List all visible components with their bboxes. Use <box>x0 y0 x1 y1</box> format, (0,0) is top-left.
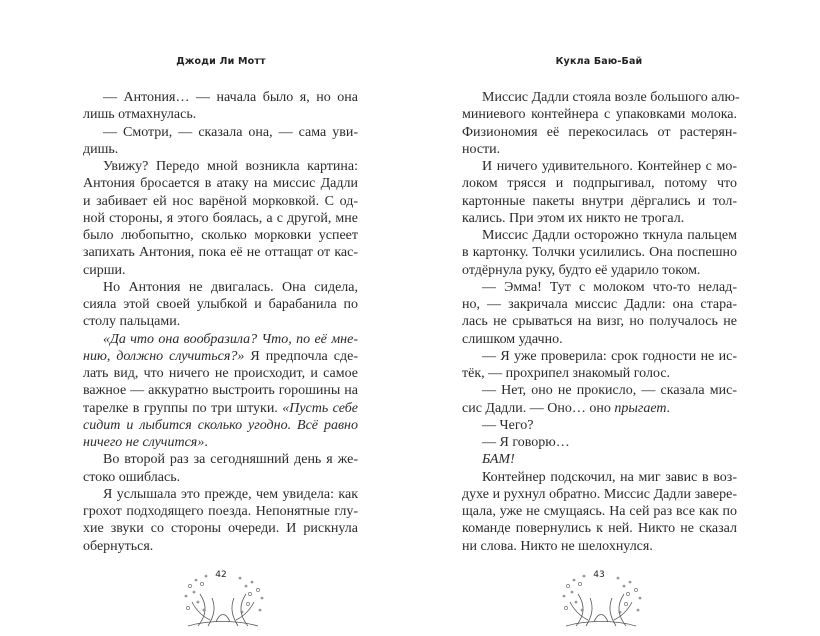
text-line <box>462 451 737 468</box>
ornament-droplet <box>634 588 637 591</box>
page-number: 43 <box>593 570 605 580</box>
ornament-stroke <box>576 594 583 626</box>
text-line <box>462 486 737 503</box>
text-line <box>462 382 737 399</box>
text-segment: локом трясся и подпрыгивал, потому что <box>462 176 737 192</box>
page-body-text <box>83 89 358 555</box>
text-line <box>83 296 358 313</box>
italic-text: сидит и лыбится сколько угодно. Всё равно <box>83 417 358 433</box>
text-line <box>462 331 737 348</box>
text-line <box>462 210 737 227</box>
text-line <box>83 331 358 348</box>
ornament-droplet <box>578 582 581 585</box>
ornament-droplet <box>205 575 207 577</box>
text-segment: Контейнер подскочил, на миг завис в воз- <box>482 469 737 485</box>
text-line <box>462 434 737 451</box>
ornament-droplet <box>195 579 197 581</box>
text-segment: грохот подходящего поезда. Непонятные глу- <box>83 504 358 519</box>
ornament-droplet <box>193 591 195 593</box>
ornament-droplet <box>583 575 585 577</box>
text-line <box>462 175 737 192</box>
text-line <box>462 158 737 175</box>
ornament-stroke <box>241 594 248 626</box>
text-segment: Антония бросается в атаку на миссис Дадли <box>83 176 358 192</box>
text-line <box>462 227 737 244</box>
ornament-stroke <box>198 594 205 626</box>
page-body-text <box>462 89 740 555</box>
text-line <box>83 244 358 261</box>
ornament-droplet <box>185 595 187 597</box>
text-line <box>462 141 737 158</box>
text-segment: Миссис Дадли осторожно ткнула пальцем <box>482 228 737 243</box>
ornament-droplet <box>623 585 625 587</box>
text-line <box>462 469 737 486</box>
text-segment: столу пальцами. <box>83 314 181 330</box>
text-segment: ной стороны, я этого боялась, а с другой, мне <box>83 210 358 226</box>
ornament-droplet <box>186 606 189 609</box>
ornament-droplet <box>239 577 241 579</box>
text-segment: сирши. <box>83 262 126 278</box>
text-line <box>462 244 737 261</box>
running-header-author: Джоди Ли Мотт <box>176 56 266 67</box>
text-segment: лась не срываться на визг, но получалось не <box>462 314 737 330</box>
text-segment: запихать Антония, пока её не оттащат от кас- <box>83 245 358 261</box>
running-header-title: Кукла Баю-Бай <box>555 56 643 67</box>
text-segment: миниевого контейнера с упаковками молока. <box>462 107 737 123</box>
text-line <box>83 348 358 365</box>
text-line <box>83 175 358 192</box>
ornament-droplet <box>573 579 575 581</box>
right-page <box>410 0 820 636</box>
text-line <box>462 89 740 106</box>
text-line <box>83 434 358 451</box>
ornament-droplet <box>619 611 621 613</box>
text-line <box>83 313 358 330</box>
text-line <box>462 313 737 330</box>
ornament-droplet <box>637 609 639 611</box>
page-number: 42 <box>215 570 227 580</box>
text-line <box>462 400 737 417</box>
text-line <box>462 262 737 279</box>
text-line <box>462 279 737 296</box>
text-segment: Но Антония не двигалась. Она сидела, <box>103 279 358 295</box>
text-line <box>83 193 358 210</box>
text-line <box>83 382 358 399</box>
text-segment: . <box>204 435 208 450</box>
text-line <box>83 451 358 468</box>
text-line <box>462 348 737 365</box>
ornament-droplet <box>575 601 577 603</box>
text-line <box>83 210 358 227</box>
text-segment: важное — аккуратно выстроить горошины на <box>83 383 358 399</box>
text-line <box>83 538 358 555</box>
text-line <box>462 106 737 123</box>
text-line <box>83 486 358 503</box>
ornament-stroke <box>216 615 230 623</box>
ornament-stroke <box>192 602 210 620</box>
text-segment: кались. При этом их никто не трогал. <box>462 210 685 226</box>
text-line <box>462 417 737 434</box>
text-segment: отдёрнула руку, будто её ударило током. <box>462 262 701 278</box>
ornament-droplet <box>256 588 259 591</box>
ornament-droplet <box>248 592 251 595</box>
text-segment: Физиономия её перекосилась от растерян- <box>462 124 737 140</box>
text-segment: тарелке в группы по три штуки. <box>83 400 283 416</box>
ornament-droplet <box>581 609 583 611</box>
text-segment: — Нет, оно не прокисло, — сказала мис- <box>482 383 737 399</box>
italic-text: «Да что она вообразила? Что, по её мне- <box>103 331 358 347</box>
ornament-droplet <box>261 597 263 599</box>
ornament-droplet <box>197 601 199 603</box>
text-segment: — Антония… — начала было я, но она <box>103 90 358 105</box>
text-line <box>83 400 358 417</box>
text-line <box>83 158 358 175</box>
text-line <box>83 106 358 123</box>
ornament-stroke <box>570 602 588 620</box>
text-segment: команде повернулись к ней. Никто не сказал <box>462 521 737 537</box>
text-segment: — Эмма! Тут с молоком что-то нелад- <box>482 279 737 295</box>
text-segment: лишь отмахнулась. <box>83 107 197 123</box>
text-segment: — Смотри, — сказала она, — сама уви- <box>103 124 358 140</box>
ornament-droplet <box>639 597 641 599</box>
text-line <box>83 469 358 486</box>
ornament-droplet <box>246 602 249 605</box>
text-line <box>462 520 737 537</box>
ornament-droplet <box>245 585 247 587</box>
text-line <box>83 262 358 279</box>
text-segment: дишь. <box>83 141 119 157</box>
text-line <box>462 538 737 555</box>
text-line <box>83 417 358 434</box>
ornament-stroke <box>594 615 608 623</box>
text-line <box>83 124 358 141</box>
italic-text: прыгает <box>614 400 667 416</box>
text-segment: Увижу? Передо мной возникла картина: <box>103 159 358 174</box>
text-line <box>462 296 737 313</box>
text-segment: сияла этой своей улыбкой и барабанила по <box>83 297 358 312</box>
text-segment: — Я уже проверила: срок годности не ис- <box>482 348 737 364</box>
text-segment: и забивает ей нос варёной морковкой. С од- <box>83 193 358 209</box>
text-segment: Во второй раз за сегодняшний день я же- <box>103 452 358 468</box>
ornament-droplet <box>626 592 629 595</box>
text-line <box>83 227 358 244</box>
text-line <box>83 520 358 537</box>
text-line <box>83 279 358 296</box>
text-line <box>83 365 358 382</box>
text-segment: ни слова. Никто не шелохнулся. <box>462 538 653 554</box>
ornament-droplet <box>571 591 573 593</box>
text-segment: Я предпочла сде- <box>244 348 358 364</box>
ornament-droplet <box>564 606 567 609</box>
text-line <box>462 503 737 520</box>
text-segment: . <box>666 400 670 416</box>
ornament-stroke <box>614 602 632 620</box>
italic-text: ничего не случится» <box>83 435 205 450</box>
text-segment: было любопытно, сколько морковки успеет <box>83 228 358 243</box>
ornament-droplet <box>566 584 569 587</box>
text-line <box>83 141 358 158</box>
text-line <box>462 193 737 210</box>
text-segment: тёк, — прохрипел знакомый голос. <box>462 366 671 381</box>
text-segment: духе и рухнул обратно. Миссис Дадли завере- <box>462 486 737 502</box>
italic-text: нию, должно случиться?» <box>83 348 245 364</box>
text-line <box>462 365 737 382</box>
splash-ornament-icon <box>178 572 268 628</box>
text-segment: ности. <box>462 141 501 157</box>
italic-text: «Пусть себе <box>282 400 358 416</box>
ornament-droplet <box>259 609 261 611</box>
text-segment: обернуться. <box>83 538 154 554</box>
ornament-droplet <box>200 582 203 585</box>
text-line <box>83 89 358 106</box>
italic-text: БАМ! <box>482 452 515 468</box>
ornament-stroke <box>236 602 254 620</box>
text-segment: щала, уже не смущаясь. На сей раз все как по <box>462 504 737 519</box>
ornament-stroke <box>619 594 626 626</box>
ornament-droplet <box>251 581 253 583</box>
text-segment: — Чего? <box>482 417 534 433</box>
text-segment: сис Дадли. — Оно… оно <box>462 400 615 416</box>
splash-ornament-icon <box>556 572 646 628</box>
text-segment: но, — закричала миссис Дадли: она стара- <box>462 297 737 312</box>
ornament-droplet <box>617 577 619 579</box>
text-segment: картонные пакеты внутри дёргались и тол- <box>462 193 737 209</box>
text-segment: — Я говорю… <box>482 435 570 450</box>
text-segment: лать вид, что ничего не происходит, и самое <box>83 366 358 381</box>
text-segment: хие звуки со стороны очереди. И рискнула <box>83 521 358 537</box>
ornament-droplet <box>629 581 631 583</box>
text-line <box>462 124 737 141</box>
ornament-droplet <box>188 584 191 587</box>
text-segment: слишком удачно. <box>462 331 563 347</box>
text-segment: И ничего удивительного. Контейнер с мо- <box>482 159 737 174</box>
text-line <box>83 503 358 520</box>
text-segment: Миссис Дадли стояла возле большого алю- <box>482 90 740 105</box>
ornament-droplet <box>624 602 627 605</box>
ornament-droplet <box>563 595 565 597</box>
text-segment: в картонку. Толчки усилились. Она поспешно <box>462 245 737 261</box>
text-segment: стоко ошиблась. <box>83 469 181 485</box>
text-segment: Я услышала это прежде, чем увидела: как <box>103 486 358 502</box>
